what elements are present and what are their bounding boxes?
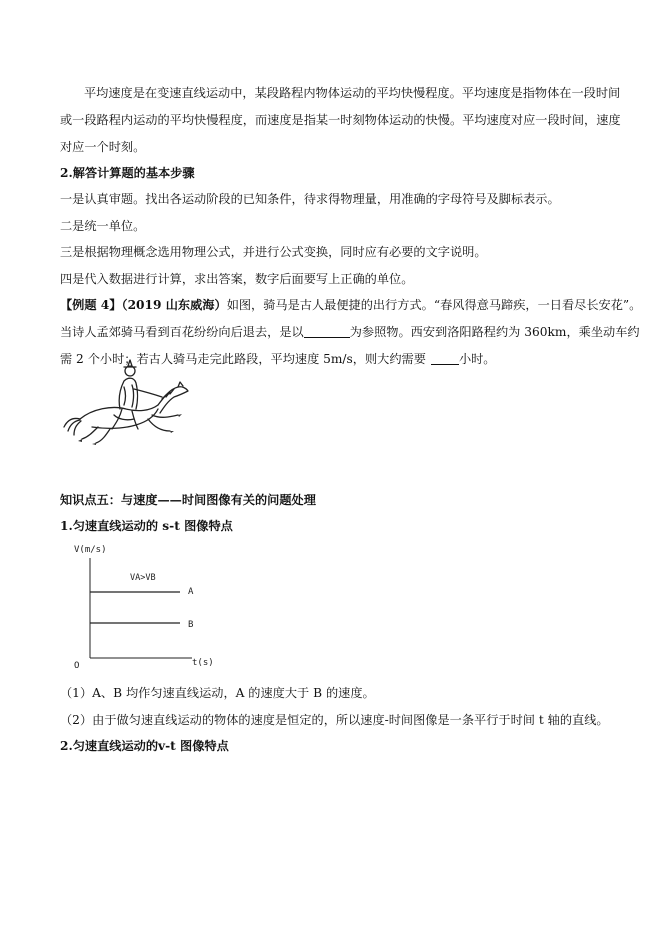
answer-blank-2[interactable] (431, 352, 459, 365)
knowledge5-heading: 知识点五：与速度——时间图像有关的问题处理 (60, 493, 316, 507)
relation-label: VA>VB (130, 573, 156, 583)
step-3: 三是根据物理概念选用物理公式，并进行公式变换，同时应有必要的文字说明。 (60, 245, 487, 259)
para1-line1: 平均速度是在变速直线运动中，某段路程内物体运动的平均快慢程度。平均速度是指物体在一段时间 (84, 86, 621, 100)
origin-label: O (74, 661, 80, 671)
example4-label: 【例题 4】 (60, 298, 122, 312)
section2b-heading: 2.匀速直线运动的v-t 图像特点 (60, 739, 229, 753)
example4-text3a: 需 2 个小时；若古人骑马走完此路段，平均速度 5m/s，则大约需要 (60, 352, 426, 366)
note-1: （1）A、B 均作匀速直线运动，A 的速度大于 B 的速度。 (60, 686, 375, 700)
para1-line2: 或一段路程内运动的平均快慢程度，而速度是指某一时刻物体运动的快慢。平均速度对应一段时间，速度 (60, 113, 621, 127)
step-1: 一是认真审题。找出各运动阶段的已知条件，待求得物理量，用准确的字母符号及脚标表示。 (60, 192, 560, 206)
x-axis-label: t(s) (192, 658, 214, 668)
knowledge5-subheading: 1.匀速直线运动的 s-t 图像特点 (60, 519, 233, 533)
example4-text3b: 小时。 (458, 352, 496, 366)
answer-blank-1[interactable] (304, 325, 350, 338)
example4-text2b: 为参照物。西安到洛阳路程约为 360km，乘坐动车约 (349, 325, 640, 339)
example4-line1 (60, 296, 641, 314)
example4-source: （2019 山东威海） (121, 298, 227, 312)
step-2: 二是统一单位。 (60, 219, 146, 233)
horse-rider-illustration (62, 357, 192, 445)
example4-text2a: 当诗人孟郊骑马看到百花纷纷向后退去，是以 (60, 325, 304, 339)
para1-line3: 对应一个时刻。 (60, 140, 146, 154)
section2-heading: 2.解答计算题的基本步骤 (60, 166, 195, 180)
velocity-time-graph (60, 540, 230, 672)
line-b-label: B (188, 620, 194, 630)
example4-line2 (60, 323, 640, 341)
note-2: （2）由于做匀速直线运动的物体的速度是恒定的，所以速度-时间图像是一条平行于时间 t 轴的直线。 (60, 713, 609, 727)
y-axis-label: V(m/s) (74, 545, 107, 555)
line-a-label: A (188, 587, 194, 597)
example4-text1: 如图，骑马是古人最便捷的出行方式。“春风得意马蹄疾，一日看尽长安花”。 (226, 298, 642, 312)
step-4: 四是代入数据进行计算，求出答案，数字后面要写上正确的单位。 (60, 272, 414, 286)
